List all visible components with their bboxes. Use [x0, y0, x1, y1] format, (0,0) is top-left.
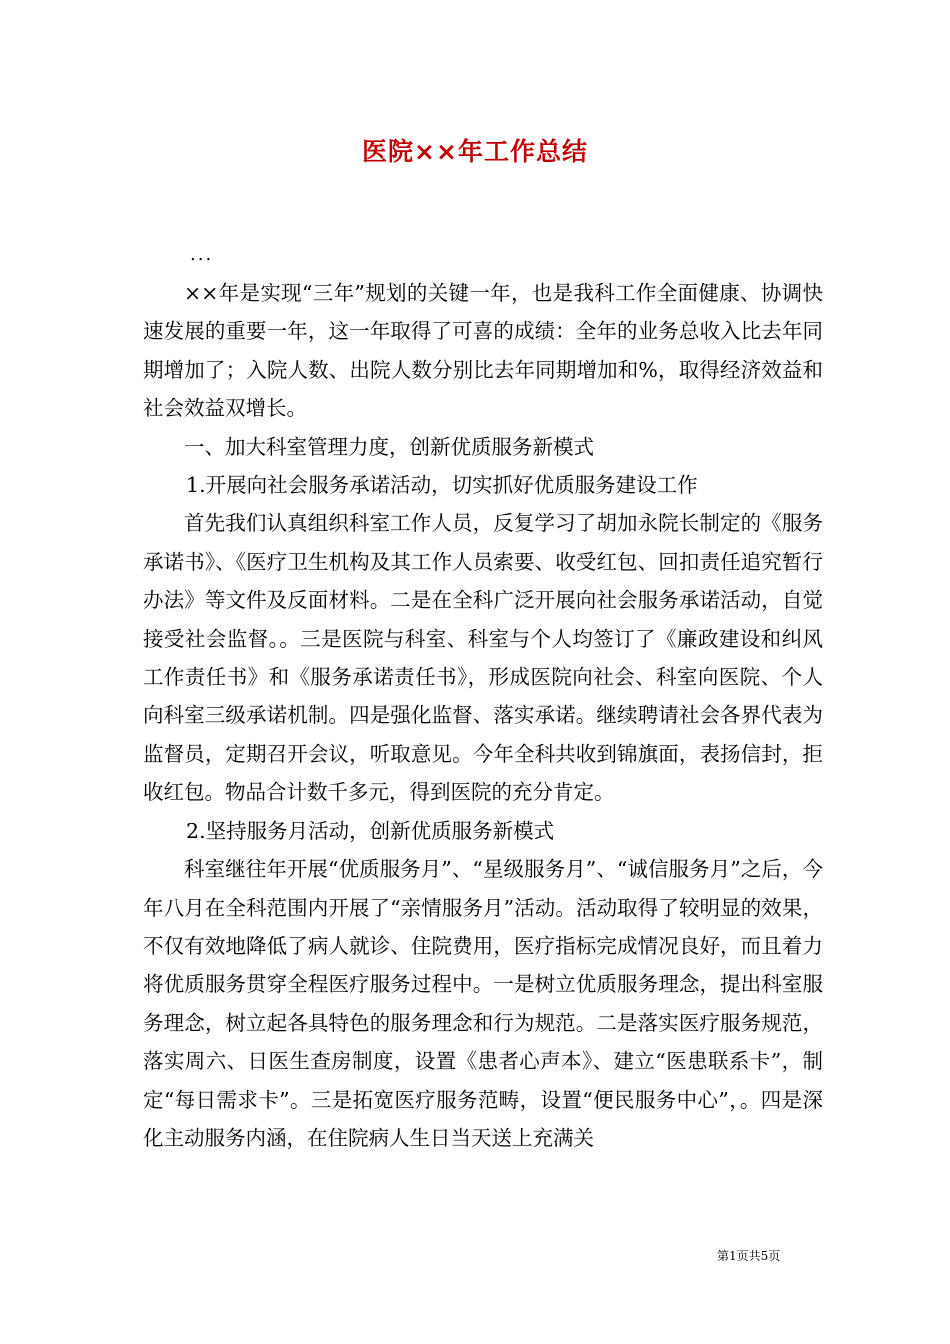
paragraph-commitment: 首先我们认真组织科室工作人员，反复学习了胡加永院长制定的《服务承诺书》、《医疗卫生机构及其工作人员索要、收受红包、回扣责任追究暂行办法》等文件及反面材料。二是在全科广泛开展向社会服务承诺活动，自觉接受社会监督。。三是医院与科室、科室与个人均签订了《廉政建设和纠风工作责任书》和《服务承诺责任书》，形成医院向社会、科室向医院、个人向科室三级承诺机制。四是强化监督、落实承诺。继续聘请社会各界代表为监督员，定期召开会议，听取意见。今年全科共收到锦旗面，表扬信封，拒收红包。物品合计数千多元，得到医院的充分肯定。: [143, 511, 823, 805]
document-title: 医院××年工作总结: [362, 137, 588, 166]
paragraph-intro: ××年是实现“三年”规划的关键一年，也是我科工作全面健康、协调快速发展的重要一年，这一年取得了可喜的成绩：全年的业务总收入比去年同期增加了；入院人数、出院人数分别比去年同期增加和%，取得经济效益和社会效益双增长。: [143, 281, 823, 421]
paragraph-service-month: 科室继往年开展“优质服务月”、“星级服务月”、“诚信服务月”之后，今年八月在全科范围内开展了“亲情服务月”活动。活动取得了较明显的效果，不仅有效地降低了病人就诊、住院费用，医疗指标完成情况良好，而且着力将优质服务贯穿全程医疗服务过程中。一是树立优质服务理念，提出科室服务理念，树立起各具特色的服务理念和行为规范。二是落实医疗服务规范，落实周六、日医生查房制度，设置《患者心声本》、建立“医患联系卡”，制定“每日需求卡”。三是拓宽医疗服务范畴，设置“便民服务中心”，。四是深化主动服务内涵，在住院病人生日当天送上充满关: [143, 857, 823, 1150]
subsection-heading-2: 2.坚持服务月活动，创新优质服务新模式: [186, 818, 555, 843]
page-number-footer: 第1页共5页: [717, 1249, 781, 1263]
document-body: [143, 274, 823, 1157]
subsection-heading-1: 1.开展向社会服务承诺活动，切实抓好优质服务建设工作: [186, 473, 698, 498]
ellipsis-marker: ...: [190, 244, 214, 265]
section-heading-1: 一、加大科室管理力度，创新优质服务新模式: [184, 434, 594, 459]
